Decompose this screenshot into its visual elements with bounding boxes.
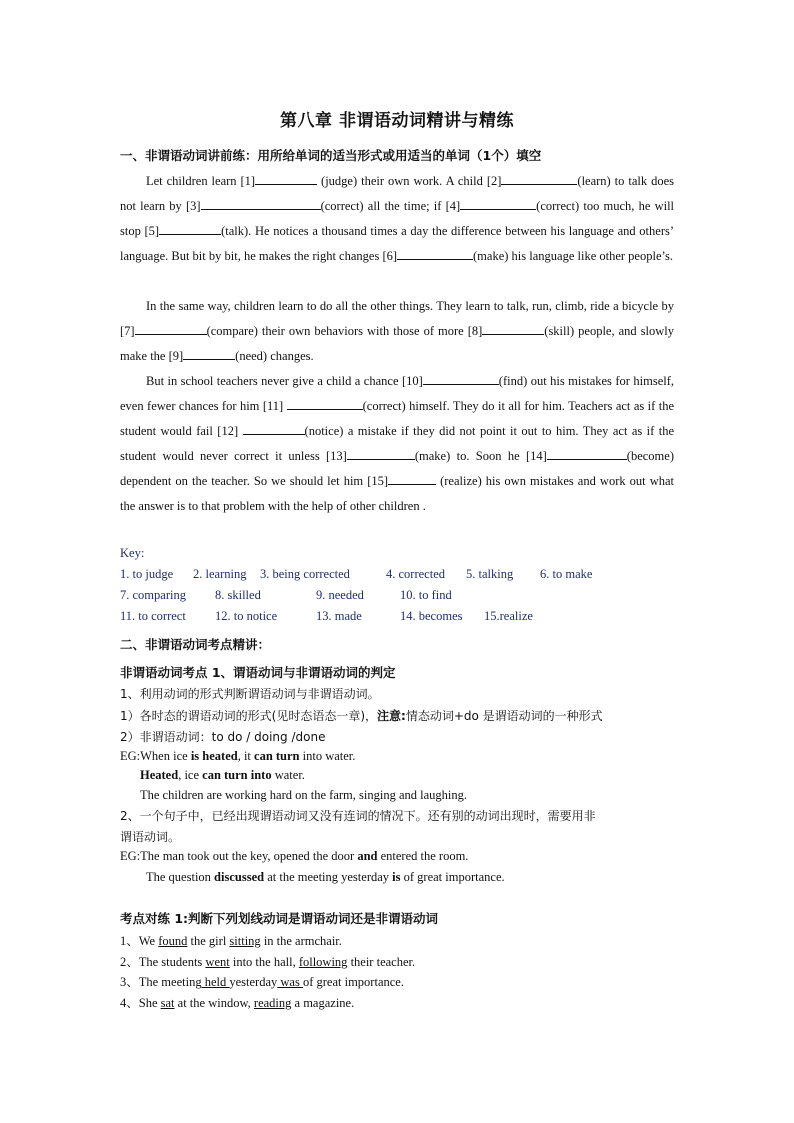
blank-15[interactable] bbox=[388, 472, 436, 485]
blank-13[interactable] bbox=[347, 447, 415, 460]
blank-12[interactable] bbox=[243, 422, 305, 435]
example-2: Heated, ice can turn into water. bbox=[140, 768, 305, 782]
blank-3[interactable] bbox=[201, 197, 321, 210]
key-row-1 bbox=[120, 567, 674, 583]
rule-line-2: 1）各时态的谓语动词的形式(见时态语态一章)，注意:情态动词+do 是谓语动词的一种形式 bbox=[120, 709, 603, 723]
rule-line-4-cont: 谓语动词。 bbox=[120, 830, 181, 844]
key-label: Key: bbox=[120, 546, 145, 560]
blank-9[interactable] bbox=[183, 347, 235, 360]
rule-line-1: 1、利用动词的形式判断谓语动词与非谓语动词。 bbox=[120, 687, 380, 701]
blank-5[interactable] bbox=[159, 222, 221, 235]
blank-4[interactable] bbox=[460, 197, 536, 210]
page-title: 第八章 非谓语动词精讲与精练 bbox=[280, 111, 514, 131]
blank-2[interactable] bbox=[501, 172, 577, 185]
key-answer: 8. skilled bbox=[215, 588, 261, 602]
key-answer: 7. comparing bbox=[120, 588, 186, 602]
example-5: The question discussed at the meeting yesterday is of great importance. bbox=[146, 870, 505, 884]
practice-item-3: 3、The meeting held yesterday was of great importance. bbox=[120, 975, 404, 989]
blank-6[interactable] bbox=[397, 247, 473, 260]
blank-14[interactable] bbox=[547, 447, 627, 460]
practice-item-1: 1、We found the girl sitting in the armchair. bbox=[120, 934, 342, 948]
example-4: EG:The man took out the key, opened the door and entered the room. bbox=[120, 849, 469, 863]
point1-heading: 非谓语动词考点 1、谓语动词与非谓语动词的判定 bbox=[120, 665, 396, 680]
key-answer: 3. being corrected bbox=[260, 567, 350, 581]
blank-7[interactable] bbox=[135, 322, 207, 335]
rule-line-3: 2）非谓语动词：to do / doing /done bbox=[120, 730, 326, 744]
exercise-paragraph-3: But in school teachers never give a child a chance [10] (find) out his mistakes for himself, even fewer chances for him [11] (correct) himself. They do it all for him. Teachers act as if the student would fail [12] (notice) a mistake if they did not point it out to him. They act as if the student would never correct it unless [13] (make) to. Soon he [14] (become) dependent on the teacher. So we should let him [15] (realize) his own mistakes and work out what the answer is to that problem with the help of other children . bbox=[120, 374, 675, 513]
key-answer: 1. to judge bbox=[120, 567, 174, 581]
blank-10[interactable] bbox=[423, 372, 499, 385]
key-row-3 bbox=[120, 609, 674, 625]
blank-8[interactable] bbox=[482, 322, 544, 335]
exercise-paragraph-1: Let children learn [1] (judge) their own work. A child [2] (learn) to talk does not learn by [3] (correct) all the time; if [4] (correct) too much, he will stop [5] (talk). He notices a thousand times a day the difference between his language and others’ language. But bit by bit, he makes the right changes [6] (make) his language like other people’s. bbox=[120, 174, 675, 263]
key-answer: 12. to notice bbox=[215, 609, 278, 623]
key-answer: 9. needed bbox=[316, 588, 364, 602]
key-answer: 4. corrected bbox=[386, 567, 445, 581]
blank-11[interactable] bbox=[287, 397, 363, 410]
section1-heading: 一、非谓语动词讲前练：用所给单词的适当形式或用适当的单词（1个）填空 bbox=[120, 148, 542, 163]
key-answer: 6. to make bbox=[540, 567, 593, 581]
practice-item-4: 4、She sat at the window, reading a magazine. bbox=[120, 996, 355, 1010]
key-answer: 2. learning bbox=[193, 567, 247, 581]
example-1: EG:When ice is heated, it can turn into water. bbox=[120, 749, 356, 763]
section2-heading: 二、非谓语动词考点精讲： bbox=[120, 637, 271, 652]
key-answer: 11. to correct bbox=[120, 609, 186, 623]
example-3: The children are working hard on the farm, singing and laughing. bbox=[140, 788, 467, 802]
key-answer: 13. made bbox=[316, 609, 362, 623]
rule-line-4: 2、一个句子中，已经出现谓语动词又没有连词的情况下。还有别的动词出现时，需要用非 bbox=[120, 809, 596, 823]
key-answer: 10. to find bbox=[400, 588, 452, 602]
key-row-2 bbox=[120, 588, 674, 604]
exercise-paragraph-2: In the same way, children learn to do all the other things. They learn to talk, run, climb, ride a bicycle by [7] (compare) their own behaviors with those of more [8] (skill) people, and slowly make the [9] (need) changes. bbox=[120, 299, 674, 363]
key-answer: 14. becomes bbox=[400, 609, 463, 623]
key-answer: 15.realize bbox=[484, 609, 533, 623]
practice-item-2: 2、The students went into the hall, following their teacher. bbox=[120, 955, 416, 969]
key-answer: 5. talking bbox=[466, 567, 514, 581]
practice-heading: 考点对练 1:判断下列划线动词是谓语动词还是非谓语动词 bbox=[120, 911, 439, 926]
blank-1[interactable] bbox=[255, 172, 317, 185]
